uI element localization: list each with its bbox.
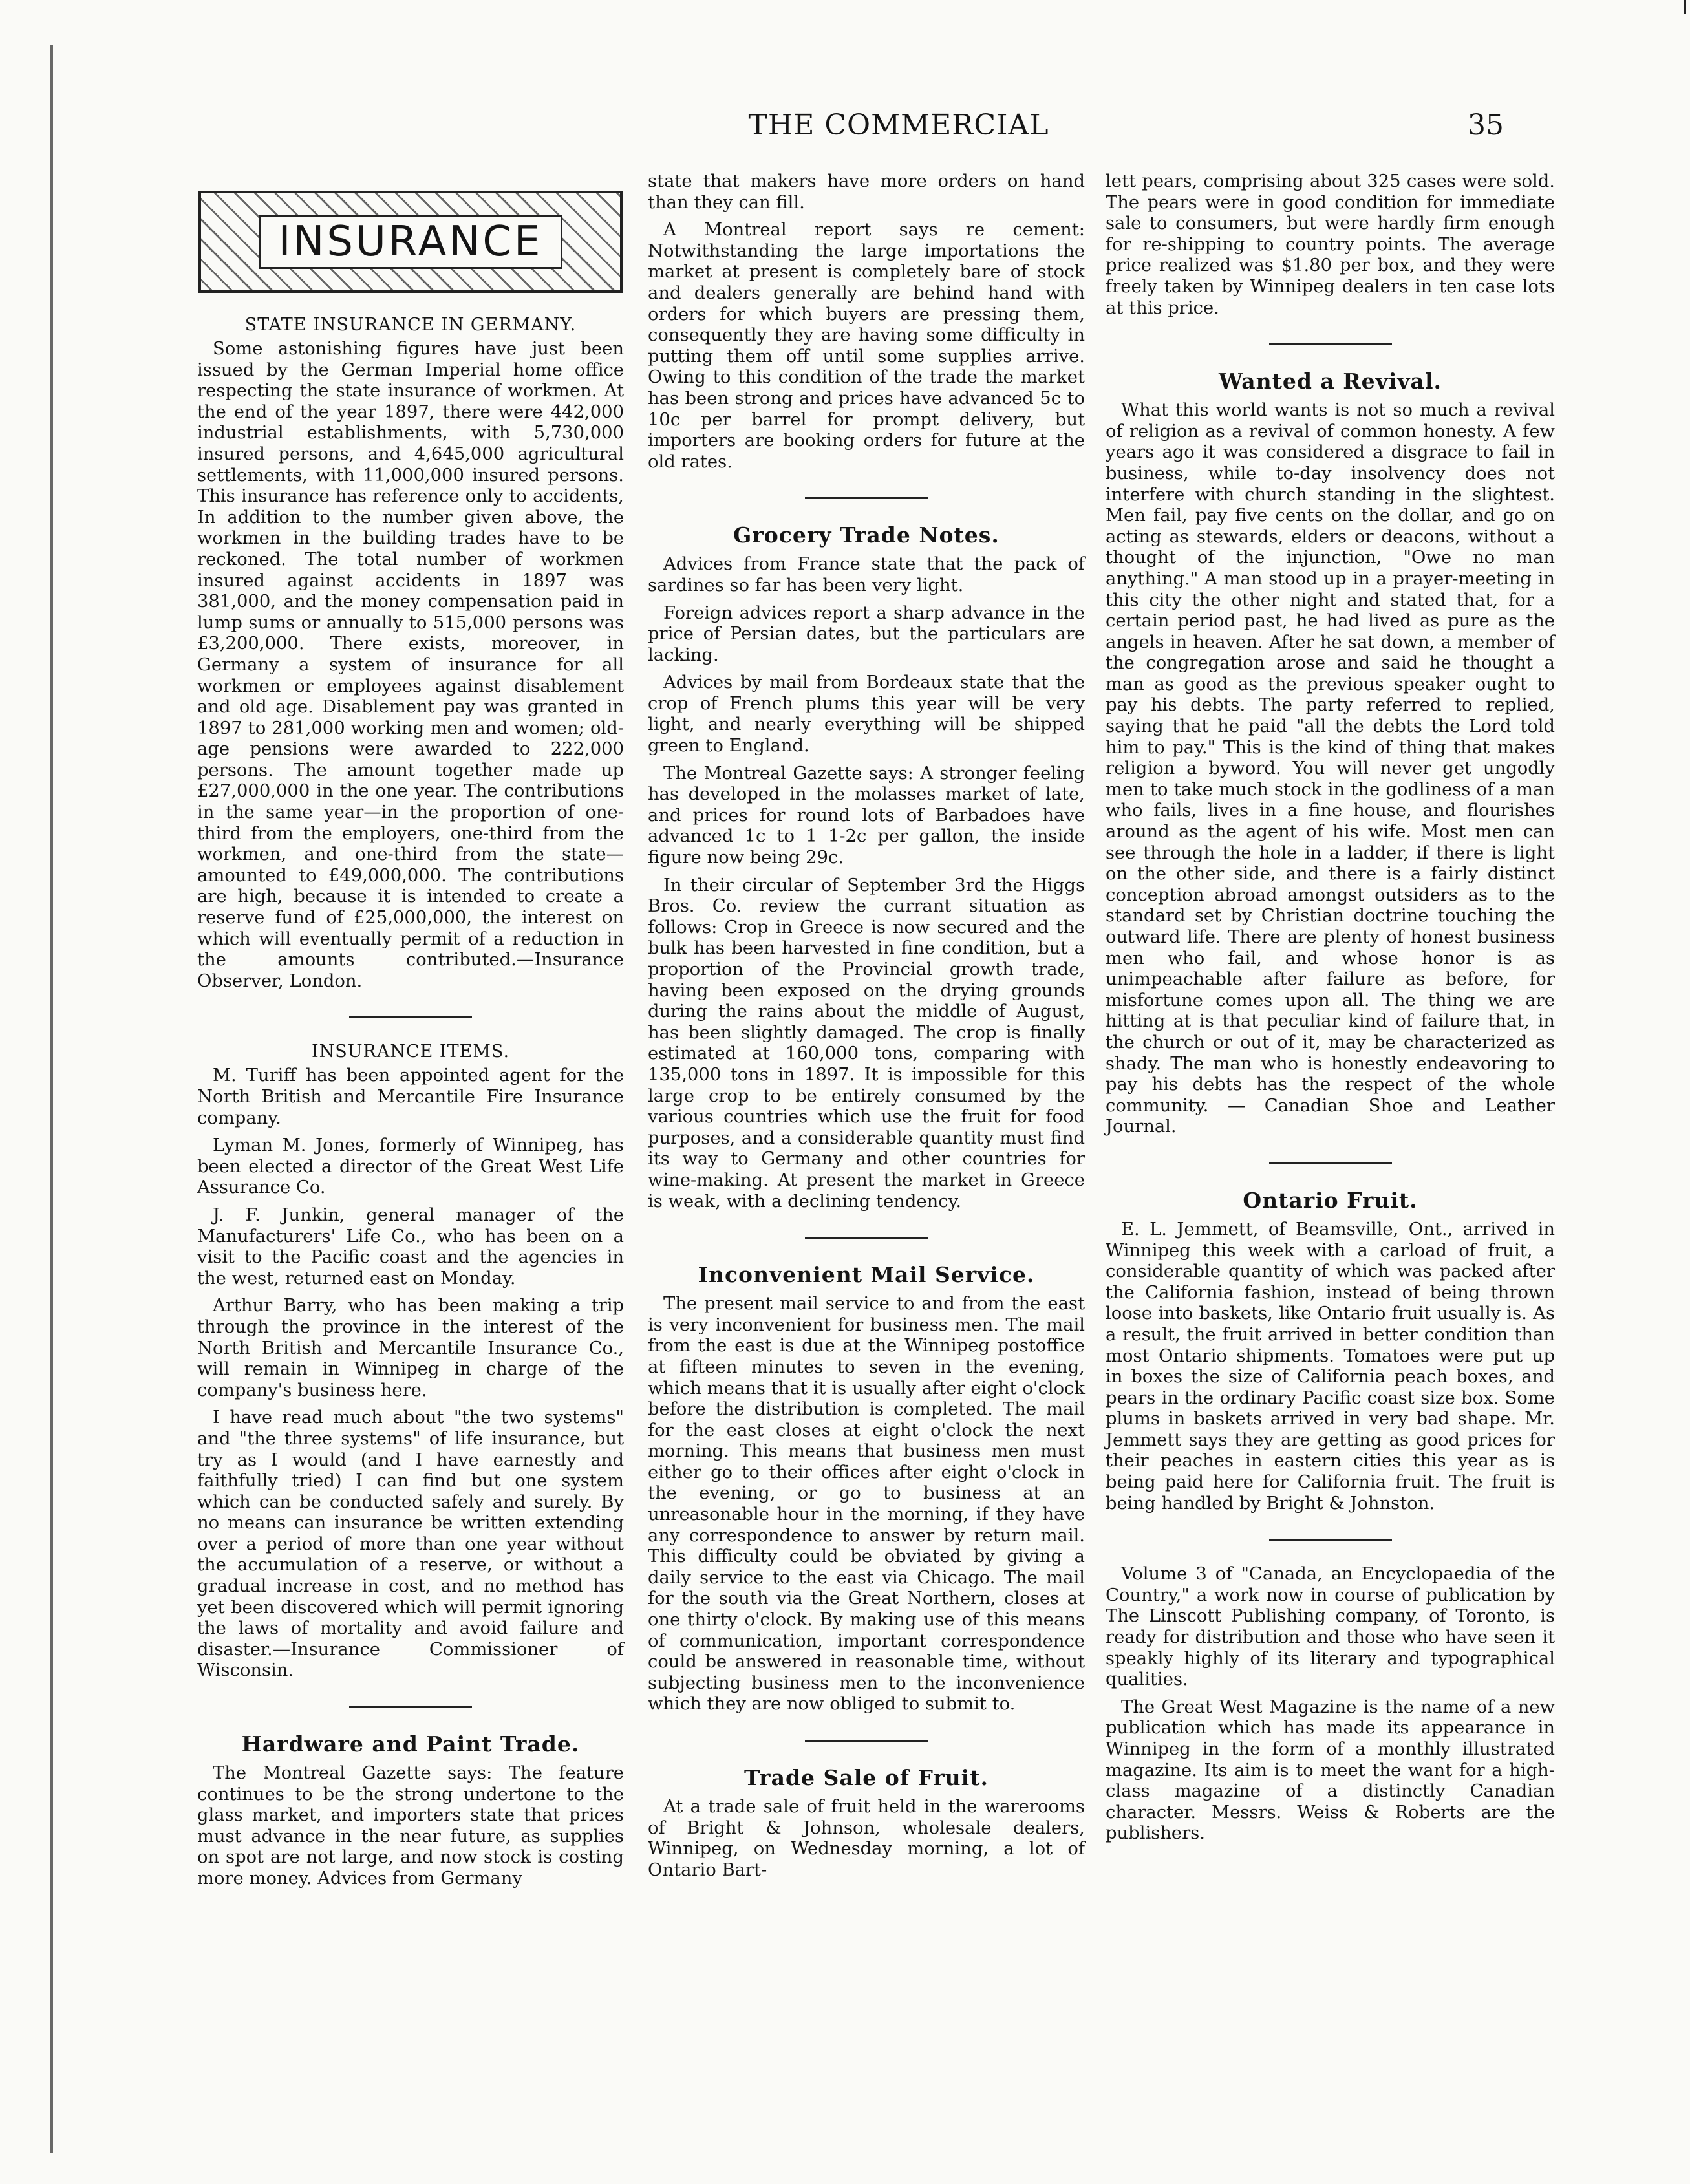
section-rule bbox=[349, 1016, 472, 1018]
article-paragraph: At a trade sale of fruit held in the warerooms of Bright & Johnson, wholesale dealers, Winnipeg, on Wednesday morning, a lot of Ontario Bart- bbox=[648, 1797, 1085, 1880]
article-paragraph: Some astonishing figures have just been issued by the German Imperial home office respecting the state insurance of workmen. At the end of the year 1897, there were 442,000 industrial establishments, with 5,730,000 insured persons, and 4,645,000 agricultural settlements, with 11,000,000 insured persons. This insurance has reference only to accidents, In addition to the number given above, the workmen in the building trades have to be reckoned. The total number of workmen insured against accidents in 1897 was 381,000, and the money compensation paid in lump sums or annually to 515,000 persons was £3,200,000. There exists, moreover, in Germany a system of insurance for all workmen or employees against disablement and old age. Disablement pay was granted in 1897 to 281,000 working men and women; old-age pensions were awarded to 222,000 persons. The amount together made up £27,000,000 in the one year. The contributions in the same year—in the proportion of one-third from the employers, one-third from the workmen, and one-third from the state—amounted to £49,000,000. The contributions are high, because it is intended to create a reserve fund of £25,000,000, the interest on which will eventually permit of a reduction in the amounts contributed.—Insurance Observer, London. bbox=[197, 339, 624, 991]
article-paragraph: In their circular of September 3rd the Higgs Bros. Co. review the currant situation as follows: Crop in Greece is now secured and the bulk has been harvested in fine condition, but a proportion of the Provincial growth trade, having been exposed on the drying grounds during the rains about the middle of August, has been slightly damaged. The crop is finally estimated at 160,000 tons, comparing with 135,000 tons in 1897. It is impossible for this large crop to be entirely consumed by the various countries which use the fruit for food purposes, and a considerable quantity must find its way to Germany and other countries for wine-making. At present the market in Greece is weak, with a declining tendency. bbox=[648, 875, 1085, 1212]
article-paragraph: What this world wants is not so much a revival of religion as a revival of common honesty. A few years ago it was considered a disgrace to fail in business, while to-day insolvency does not interfere with church standing in the slightest. Men fail, pay five cents on the dollar, and go on acting as stewards, elders or deacons, without a thought of the injunction, "Owe no man anything." A man stood up in a prayer-meeting in this city the other night and stated that, for a certain period past, he had lived as pure as the angels in heaven. After he sat down, a member of the congregation arose and said he thought a man as good as the previous speaker ought to pay his debts. The party referred to replied, saying that he paid "all the debts the Lord told him to pay." This is the kind of thing that makes religion a byword. You will never get ungodly men to take much stock in the godliness of a man who fails, lives in a fine house, and flourishes around as the agent of his wife. Most men can see through the hole in a ladder, if there is light on the other side, and there is a fairly distinct conception abroad amongst outsiders as to the standard set by Christian doctrine touching the outward life. There are plenty of honest business men who fail, and whose honor is as unimpeachable after failure as before, for misfortune comes upon all. The thing we are hitting at is that peculiar kind of failure that, in the church or out of it, may be characterized as shady. The man who is honestly endeavoring to pay his debts has the respect of the whole community. — Canadian Shoe and Leather Journal. bbox=[1106, 400, 1555, 1137]
article-paragraph: M. Turiff has been appointed agent for the North British and Mercantile Fire Insurance company. bbox=[197, 1065, 624, 1128]
article-paragraph: J. F. Junkin, general manager of the Manufacturers' Life Co., who has been on a visit to the Pacific coast and the agencies in the west, returned east on Monday. bbox=[197, 1204, 624, 1289]
section-rule bbox=[805, 497, 928, 499]
article-title: Trade Sale of Fruit. bbox=[744, 1765, 989, 1790]
article-paragraph: The present mail service to and from the east is very inconvenient for business men. The mail from the east is due at the Winnipeg postoffice at fifteen minutes to seven in the evening, which means that it is usually after eight o'clock before the distribution is completed. The mail for the east closes at eight o'clock the next morning. This means that business men must either go to their offices after eight o'clock in the evening, or go to business at an unreasonable hour in the morning, if they have any correspondence to answer by return mail. This difficulty could be obviated by giving a daily service to the east via Chicago. The mail for the south via the Great Northern, closes at one thirty o'clock. By making use of this means of communication, important correspondence could be answered in reasonable time, without subjecting business men to the inconvenience which they are now obliged to submit to. bbox=[648, 1294, 1085, 1715]
article-paragraph: The Montreal Gazette says: The feature continues to be the strong undertone to the glass market, and importers state that prices must advance in the near future, as supplies on spot are not large, and now stock is costing more money. Advices from Germany bbox=[197, 1763, 624, 1889]
continued-paragraph: lett pears, comprising about 325 cases were sold. The pears were in good condition for immediate sale to consumers, but were hardly firm enough for re-shipping to country points. The average price realized was $1.80 per box, and they were freely taken by Winnipeg dealers in ten case lots at this price. bbox=[1106, 171, 1555, 318]
article-paragraph: Advices from France state that the pack of sardines so far has been very light. bbox=[648, 554, 1085, 595]
article-paragraph: E. L. Jemmett, of Beamsville, Ont., arrived in Winnipeg this week with a carload of fruit, a considerable quantity of which was packed after the California fashion, instead of being thrown loose into baskets, like Ontario fruit usually is. As a result, the fruit arrived in better condition than most Ontario shipments. Tomatoes were put up in boxes the size of California peach boxes, and pears in the ordinary Pacific coast size box. Some plums in baskets arrived in very bad shape. Mr. Jemmett says they are getting as good prices for their peaches in eastern cities this year as is being paid here for California fruit. The fruit is being handled by Bright & Johnston. bbox=[1106, 1219, 1555, 1514]
article-paragraph: The Montreal Gazette says: A stronger feeling has developed in the molasses market of late, and prices for round lots of Barbadoes have advanced 1c to 1 1-2c per gallon, the inside figure now being 29c. bbox=[648, 763, 1085, 868]
page-number: 35 bbox=[1468, 109, 1504, 142]
article-title: Inconvenient Mail Service. bbox=[698, 1262, 1035, 1288]
article-title: INSURANCE ITEMS. bbox=[311, 1042, 510, 1062]
section-rule bbox=[805, 1740, 928, 1742]
section-rule bbox=[805, 1237, 928, 1239]
section-rule bbox=[1269, 1162, 1392, 1164]
department-banner bbox=[198, 191, 623, 293]
article-paragraph: Foreign advices report a sharp advance in the price of Persian dates, but the particulars are lacking. bbox=[648, 603, 1085, 665]
column-1 bbox=[197, 171, 624, 1896]
running-head: THE COMMERCIAL bbox=[748, 109, 1049, 142]
article-title: Grocery Trade Notes. bbox=[733, 522, 1000, 548]
article-paragraph: Advices by mail from Bordeaux state that the crop of French plums this year will be very light, and nearly everything will be shipped green to England. bbox=[648, 672, 1085, 756]
column-3 bbox=[1106, 171, 1555, 1851]
continued-paragraph: state that makers have more orders on hand than they can fill. bbox=[648, 171, 1085, 213]
column-2 bbox=[648, 171, 1085, 1887]
section-rule bbox=[1269, 1539, 1392, 1541]
news-note: The Great West Magazine is the name of a new publication which has made its appearance in Winnipeg in the form of a monthly illustrated magazine. Its aim is to meet the want for a high-class magazine of a distinctly Canadian character. Messrs. Weiss & Roberts are the publishers. bbox=[1106, 1697, 1555, 1844]
article-paragraph: Lyman M. Jones, formerly of Winnipeg, has been elected a director of the Great West Life Assurance Co. bbox=[197, 1135, 624, 1198]
article-title: Ontario Fruit. bbox=[1243, 1187, 1418, 1213]
section-rule bbox=[349, 1706, 472, 1708]
article-title: Hardware and Paint Trade. bbox=[241, 1731, 580, 1757]
scan-corner-mark bbox=[1684, 0, 1686, 14]
article-paragraph: I have read much about "the two systems" and "the three systems" of life insurance, but try as I would (and I have earnestly and faithfully tried) I can find but one system which can be conducted safely and surely. By no means can insurance be written extending over a period of more than one year without the accumulation of a reserve, or without a gradual increase in cost, and no method has yet been discovered which will permit ignoring the laws of mortality and avoid failure and disaster.—Insurance Commissioner of Wisconsin. bbox=[197, 1408, 624, 1681]
section-rule bbox=[1269, 343, 1392, 345]
department-title: INSURANCE bbox=[259, 215, 563, 269]
article-title: STATE INSURANCE IN GERMANY. bbox=[244, 315, 577, 335]
article-paragraph: Arthur Barry, who has been making a trip through the province in the interest of the North British and Mercantile Insurance Co., will remain in Winnipeg in charge of the company's business here. bbox=[197, 1296, 624, 1400]
scan-binding-edge bbox=[50, 45, 53, 2153]
article-paragraph: A Montreal report says re cement: Notwithstanding the large importations the market at present is completely bare of stock and dealers generally are behind hand with orders for which buyers are pressing them, consequently they are having some difficulty in putting them off until some supplies arrive. Owing to this condition of the trade the market has been strong and prices have advanced 5c to 10c per barrel for prompt delivery, but importers are booking orders for future at the old rates. bbox=[648, 220, 1085, 472]
article-title: Wanted a Revival. bbox=[1219, 369, 1442, 394]
news-note: Volume 3 of "Canada, an Encyclopaedia of the Country," a work now in course of publication by The Linscott Publishing company, of Toronto, is ready for distribution and those who have seen it speakly highly of its literary and typographical qualities. bbox=[1106, 1564, 1555, 1690]
